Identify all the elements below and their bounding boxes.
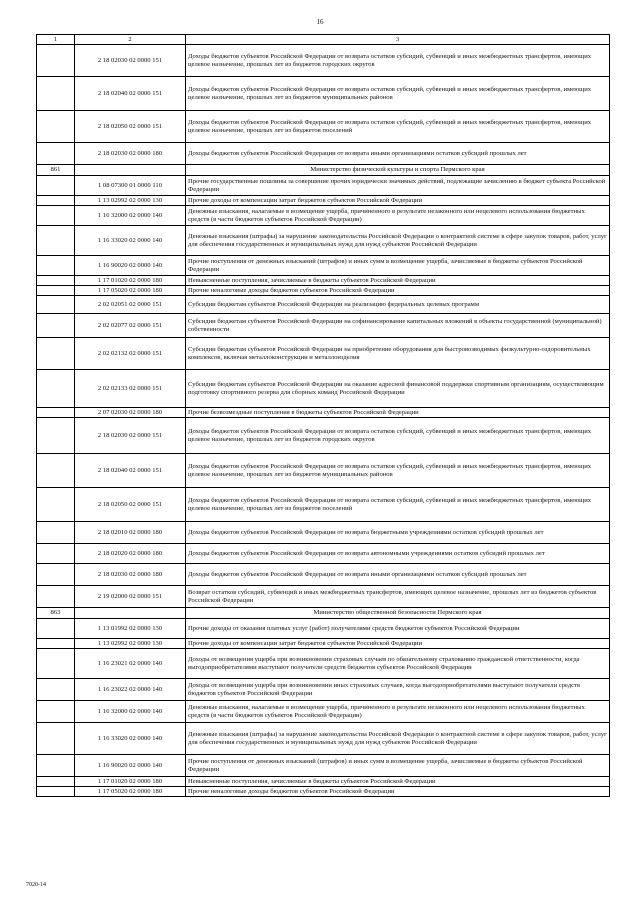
admin-code-cell bbox=[37, 787, 75, 797]
table-row bbox=[37, 777, 610, 787]
table-row bbox=[37, 276, 610, 286]
description-cell: Прочие неналоговые доходы бюджетов субъектов Российской Федерации bbox=[186, 787, 610, 797]
admin-code-cell bbox=[37, 256, 75, 276]
table-row bbox=[37, 454, 610, 488]
admin-code-cell bbox=[37, 701, 75, 723]
admin-code-cell bbox=[37, 777, 75, 787]
budget-code-cell: 1 17 05020 02 0000 180 bbox=[75, 286, 186, 296]
table-row bbox=[37, 679, 610, 701]
admin-code-cell bbox=[37, 286, 75, 296]
budget-code-cell: 2 18 02030 02 0000 151 bbox=[75, 45, 186, 77]
admin-code-cell bbox=[37, 586, 75, 608]
description-cell: Доходы бюджетов субъектов Российской Федерации от возврата остатков субсидий, субвенций и иных межбюджетных трансфертов, имеющих целевое назначение, прошлых лет из бюджетов муниципальных районов bbox=[186, 454, 610, 488]
admin-code-cell bbox=[37, 723, 75, 755]
description-cell: Денежные взыскания, налагаемые в возмещение ущерба, причиненного в результате незаконного или нецелевого использования бюджетных средств (в части бюджетов субъектов Российской Федерации) bbox=[186, 701, 610, 723]
description-cell: Субсидии бюджетам субъектов Российской Федерации на приобретение оборудования для быстровозводимых физкультурно-оздоровительных комплексов, включая металлоконструкции и металлоизделия bbox=[186, 338, 610, 370]
table-row bbox=[37, 564, 610, 586]
budget-code-cell: 2 18 02040 02 0000 151 bbox=[75, 77, 186, 111]
budget-code-cell: 1 17 01020 02 0000 180 bbox=[75, 777, 186, 787]
admin-code-cell bbox=[37, 111, 75, 143]
budget-code-cell: 2 18 02040 02 0000 151 bbox=[75, 454, 186, 488]
admin-code-cell bbox=[37, 408, 75, 418]
description-cell: Министерство общественной безопасности Пермского края bbox=[186, 608, 610, 619]
description-cell: Прочие доходы от компенсации затрат бюджетов субъектов Российской Федерации bbox=[186, 196, 610, 206]
description-cell: Невыясненные поступления, зачисляемые в бюджеты субъектов Российской Федерации bbox=[186, 276, 610, 286]
budget-code-cell: 2 02 02077 02 0000 151 bbox=[75, 314, 186, 338]
budget-code-cell: 2 02 02132 02 0000 151 bbox=[75, 338, 186, 370]
admin-code-cell bbox=[37, 296, 75, 314]
description-cell: Прочие доходы от компенсации затрат бюджетов субъектов Российской Федерации bbox=[186, 639, 610, 649]
admin-code-cell bbox=[37, 77, 75, 111]
admin-code-cell: 861 bbox=[37, 165, 75, 176]
table-row bbox=[37, 45, 610, 77]
table-row bbox=[37, 296, 610, 314]
budget-code-cell: 2 18 02030 02 0000 180 bbox=[75, 143, 186, 165]
description-cell: Доходы бюджетов субъектов Российской Федерации от возврата иными организациями остатков субсидий прошлых лет bbox=[186, 564, 610, 586]
description-cell: Доходы бюджетов субъектов Российской Федерации от возврата бюджетными учреждениями остатков субсидий прошлых лет bbox=[186, 522, 610, 544]
description-cell: Прочие поступления от денежных взысканий (штрафов) и иных сумм в возмещение ущерба, зачисляемые в бюджеты субъектов Российской Федерации bbox=[186, 755, 610, 777]
admin-code-cell: 863 bbox=[37, 608, 75, 619]
header-col-1: 1 bbox=[37, 35, 75, 45]
table-row bbox=[37, 314, 610, 338]
description-cell: Доходы бюджетов субъектов Российской Федерации от возврата автономными учреждениями остатков субсидий прошлых лет bbox=[186, 544, 610, 564]
table-row bbox=[37, 639, 610, 649]
budget-code-cell bbox=[75, 165, 186, 176]
table-row bbox=[37, 488, 610, 522]
table-header-row bbox=[37, 35, 610, 45]
section-row bbox=[37, 608, 610, 619]
table-row bbox=[37, 755, 610, 777]
table-row bbox=[37, 206, 610, 226]
admin-code-cell bbox=[37, 196, 75, 206]
table-row bbox=[37, 256, 610, 276]
table-row bbox=[37, 787, 610, 797]
admin-code-cell bbox=[37, 564, 75, 586]
description-cell: Денежные взыскания (штрафы) за нарушение законодательства Российской Федерации о контрактной системе в сфере закупок товаров, работ, услуг для обеспечения государственных и муниципальных нужд для нужд субъектов Российской Федерации bbox=[186, 226, 610, 256]
table-row bbox=[37, 544, 610, 564]
budget-code-cell: 2 18 02030 02 0000 151 bbox=[75, 418, 186, 454]
description-cell: Доходы бюджетов субъектов Российской Федерации от возврата остатков субсидий, субвенций и иных межбюджетных трансфертов, имеющих целевое назначение, прошлых лет из бюджетов поселений bbox=[186, 111, 610, 143]
budget-code-cell: 2 18 02020 02 0000 180 bbox=[75, 544, 186, 564]
description-cell: Возврат остатков субсидий, субвенций и иных межбюджетных трансфертов, имеющих целевое назначение, прошлых лет из бюджетов субъектов Российской Федерации bbox=[186, 586, 610, 608]
admin-code-cell bbox=[37, 206, 75, 226]
admin-code-cell bbox=[37, 649, 75, 679]
budget-code-cell: 2 18 02010 02 0000 180 bbox=[75, 522, 186, 544]
description-cell: Доходы бюджетов субъектов Российской Федерации от возврата иными организациями остатков субсидий прошлых лет bbox=[186, 143, 610, 165]
table-row bbox=[37, 286, 610, 296]
budget-code-cell: 2 19 02000 02 0000 151 bbox=[75, 586, 186, 608]
admin-code-cell bbox=[37, 370, 75, 408]
description-cell: Доходы от возмещения ущерба при возникновении страховых случаев по обязательному страхованию гражданской ответственности, когда выгодоприобретателями выступают получатели средств бюджетов субъектов Российской Федерации bbox=[186, 649, 610, 679]
description-cell: Денежные взыскания (штрафы) за нарушение законодательства Российской Федерации о контрактной системе в сфере закупок товаров, работ, услуг для обеспечения государственных и муниципальных нужд для нужд субъектов Российской Федерации bbox=[186, 723, 610, 755]
description-cell: Денежные взыскания, налагаемые в возмещение ущерба, причиненного в результате незаконного или нецелевого использования бюджетных средств (в части бюджетов субъектов Российской Федерации) bbox=[186, 206, 610, 226]
description-cell: Субсидии бюджетам субъектов Российской Федерации на реализацию федеральных целевых программ bbox=[186, 296, 610, 314]
admin-code-cell bbox=[37, 488, 75, 522]
admin-code-cell bbox=[37, 45, 75, 77]
admin-code-cell bbox=[37, 314, 75, 338]
description-cell: Субсидии бюджетам субъектов Российской Федерации на софинансирование капитальных вложений в объекты государственной (муниципальной) собственности bbox=[186, 314, 610, 338]
budget-code-cell: 2 02 02133 02 0000 151 bbox=[75, 370, 186, 408]
admin-code-cell bbox=[37, 276, 75, 286]
table-row bbox=[37, 196, 610, 206]
description-cell: Доходы бюджетов субъектов Российской Федерации от возврата остатков субсидий, субвенций и иных межбюджетных трансфертов, имеющих целевое назначение, прошлых лет из бюджетов муниципальных районов bbox=[186, 77, 610, 111]
description-cell: Доходы от возмещения ущерба при возникновении иных страховых случаев, когда выгодоприобретателями выступают получатели средств бюджетов субъектов Российской Федерации bbox=[186, 679, 610, 701]
table-row bbox=[37, 418, 610, 454]
admin-code-cell bbox=[37, 143, 75, 165]
header-col-2: 2 bbox=[75, 35, 186, 45]
table-row bbox=[37, 649, 610, 679]
budget-code-cell: 1 13 02992 02 0000 130 bbox=[75, 639, 186, 649]
admin-code-cell bbox=[37, 338, 75, 370]
budget-code-cell: 1 17 01020 02 0000 180 bbox=[75, 276, 186, 286]
table-row bbox=[37, 723, 610, 755]
budget-code-cell: 1 13 01992 02 0000 130 bbox=[75, 619, 186, 639]
description-cell: Прочие неналоговые доходы бюджетов субъектов Российской Федерации bbox=[186, 286, 610, 296]
admin-code-cell bbox=[37, 639, 75, 649]
admin-code-cell bbox=[37, 226, 75, 256]
budget-code-cell: 1 08 07300 01 0000 110 bbox=[75, 176, 186, 196]
table-row bbox=[37, 176, 610, 196]
description-cell: Невыясненные поступления, зачисляемые в бюджеты субъектов Российской Федерации bbox=[186, 777, 610, 787]
table-row bbox=[37, 370, 610, 408]
description-cell: Прочие поступления от денежных взысканий (штрафов) и иных сумм в возмещение ущерба, зачисляемые в бюджеты субъектов Российской Федерации bbox=[186, 256, 610, 276]
section-row bbox=[37, 165, 610, 176]
budget-code-cell: 2 18 02030 02 0000 180 bbox=[75, 564, 186, 586]
table-row bbox=[37, 408, 610, 418]
table-row bbox=[37, 586, 610, 608]
budget-code-cell: 1 16 90020 02 0000 140 bbox=[75, 755, 186, 777]
table-row bbox=[37, 522, 610, 544]
table-row bbox=[37, 226, 610, 256]
table-row bbox=[37, 338, 610, 370]
description-cell: Доходы бюджетов субъектов Российской Федерации от возврата остатков субсидий, субвенций и иных межбюджетных трансфертов, имеющих целевое назначение, прошлых лет из бюджетов городских округов bbox=[186, 418, 610, 454]
description-cell: Доходы бюджетов субъектов Российской Федерации от возврата остатков субсидий, субвенций и иных межбюджетных трансфертов, имеющих целевое назначение, прошлых лет из бюджетов городских округов bbox=[186, 45, 610, 77]
budget-code-cell: 2 18 02050 02 0000 151 bbox=[75, 111, 186, 143]
description-cell: Прочие государственные пошлины за совершение прочих юридически значимых действий, подлежащие зачислению в бюджет субъекта Российской Федерации bbox=[186, 176, 610, 196]
description-cell: Министерство физической культуры и спорта Пермского края bbox=[186, 165, 610, 176]
admin-code-cell bbox=[37, 619, 75, 639]
header-col-3: 3 bbox=[186, 35, 610, 45]
budget-code-cell: 1 16 32000 02 0000 140 bbox=[75, 206, 186, 226]
description-cell: Субсидии бюджетам субъектов Российской Федерации на оказание адресной финансовой поддержки спортивным организациям, осуществляющим подготовку спортивного резерва для сборных команд Российской Федерации bbox=[186, 370, 610, 408]
table-row bbox=[37, 701, 610, 723]
budget-code-cell: 2 02 02051 02 0000 151 bbox=[75, 296, 186, 314]
budget-code-cell: 1 16 33020 02 0000 140 bbox=[75, 723, 186, 755]
admin-code-cell bbox=[37, 176, 75, 196]
admin-code-cell bbox=[37, 755, 75, 777]
footer-code: 7020-14 bbox=[26, 882, 46, 888]
budget-code-cell: 2 07 02030 02 0000 180 bbox=[75, 408, 186, 418]
budget-code-cell: 1 16 32000 02 0000 140 bbox=[75, 701, 186, 723]
page-number: 16 bbox=[316, 18, 324, 26]
budget-code-cell: 1 16 23022 02 0000 140 bbox=[75, 679, 186, 701]
admin-code-cell bbox=[37, 679, 75, 701]
table-row bbox=[37, 77, 610, 111]
budget-code-cell: 2 18 02050 02 0000 151 bbox=[75, 488, 186, 522]
budget-code-cell: 1 17 05020 02 0000 180 bbox=[75, 787, 186, 797]
budget-code-cell: 1 16 90020 02 0000 140 bbox=[75, 256, 186, 276]
admin-code-cell bbox=[37, 454, 75, 488]
admin-code-cell bbox=[37, 522, 75, 544]
budget-code-cell bbox=[75, 608, 186, 619]
description-cell: Прочие доходы от оказания платных услуг (работ) получателями средств бюджетов субъектов Российской Федерации bbox=[186, 619, 610, 639]
budget-code-cell: 1 13 02992 02 0000 130 bbox=[75, 196, 186, 206]
description-cell: Доходы бюджетов субъектов Российской Федерации от возврата остатков субсидий, субвенций и иных межбюджетных трансфертов, имеющих целевое назначение, прошлых лет из бюджетов поселений bbox=[186, 488, 610, 522]
budget-code-cell: 1 16 23021 02 0000 140 bbox=[75, 649, 186, 679]
table-row bbox=[37, 111, 610, 143]
table-row bbox=[37, 143, 610, 165]
table-row bbox=[37, 619, 610, 639]
admin-code-cell bbox=[37, 418, 75, 454]
admin-code-cell bbox=[37, 544, 75, 564]
budget-code-cell: 1 16 33020 02 0000 140 bbox=[75, 226, 186, 256]
description-cell: Прочие безвозмездные поступления в бюджеты субъектов Российской Федерации bbox=[186, 408, 610, 418]
revenue-codes-table bbox=[36, 34, 610, 797]
